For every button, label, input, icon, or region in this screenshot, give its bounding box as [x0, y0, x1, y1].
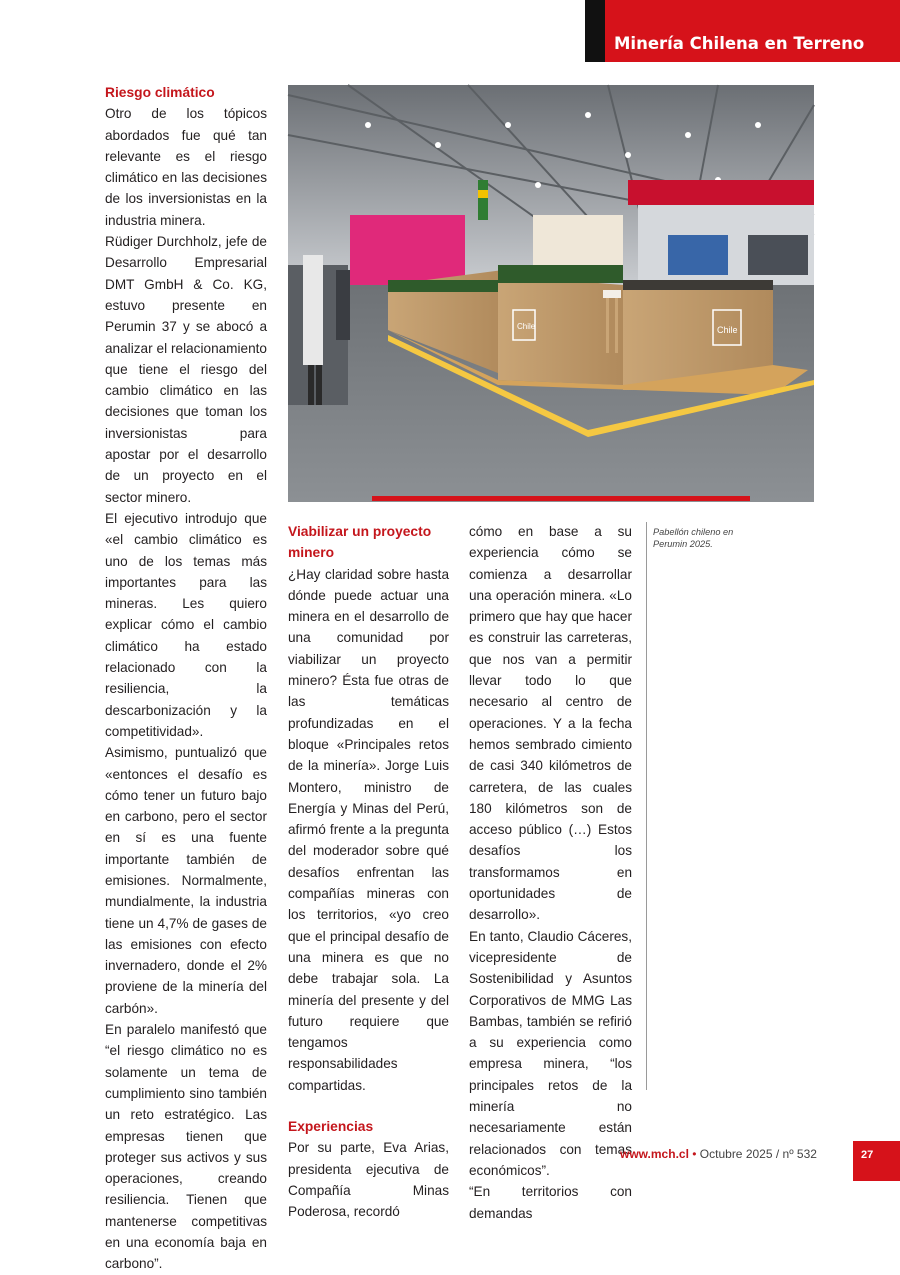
- chile-sign-text: Chile: [717, 325, 738, 335]
- column-1: [105, 82, 267, 1275]
- paragraph: “En territorios con demandas: [469, 1184, 632, 1221]
- footer-separator: •: [692, 1147, 697, 1161]
- pavilion-photo: [288, 85, 814, 502]
- caption-divider: [646, 522, 647, 1090]
- heading-riesgo-climatico: Riesgo climático: [105, 85, 215, 100]
- paragraph: El ejecutivo introdujo que «el cambio climático es uno de los temas más importantes para las mineras. Les quiero explicar cómo el cambio climático ha estado relacionado con la resiliencia, la descarbonización y la competitividad». Asimismo, puntualizó que «entonces el desafío es cómo tener un futuro bajo en carbono, pero el sector en sí es una fuente importante también de emisiones. Normalmente, mundialmente, la industria tiene un 4,7% de gases de las emisiones con efecto invernadero, donde el 2% proviene de la minería del carbón».: [105, 510, 267, 1016]
- chile-sign-text: Chile: [517, 322, 536, 331]
- column-3: [469, 521, 632, 1224]
- paragraph: En tanto, Claudio Cáceres, vicepresidente de Sostenibilidad y Asuntos Corporativos de MMG Las Bambas, también se refirió a su experiencia como empresa minera, “los principales retos de la minería no necesariamente están relacionados con temas económicos”.: [469, 928, 632, 1178]
- footer-issue: Octubre 2025 / nº 532: [699, 1147, 817, 1161]
- column-2: [288, 521, 449, 1223]
- page-number: 27: [853, 1141, 900, 1181]
- paragraph: ¿Hay claridad sobre hasta dónde puede actuar una minera en el desarrollo de una comunidad por viabilizar un proyecto minero? Ésta fue otras de las temáticas profundizadas en el bloque «Principales retos de la minería». Jorge Luis Montero, ministro de Energía y Minas del Perú, afirmó frente a la pregunta del moderador sobre qué desafíos enfrentan las compañías mineras con los territorios, «yo creo que el principal desafío de una minera es que no debe trabajar sola. La minería del presente y del futuro requiere que tengamos responsabilidades compartidas.: [288, 566, 449, 1093]
- paragraph: Rüdiger Durchholz, jefe de Desarrollo Empresarial DMT GmbH & Co. KG, estuvo presente en Perumin 37 y se abocó a analizar el relacionamiento que tiene el riesgo del cambio climático en las decisiones que toman los inversionistas para apostar por el desarrollo de un proyecto en el sector minero.: [105, 234, 267, 505]
- photo-accent-bar: [372, 496, 750, 501]
- paragraph: Otro de los tópicos abordados fue qué tan relevante es el riesgo climático en las decisiones de los inversionistas en la industria minera.: [105, 106, 267, 228]
- paragraph: Por su parte, Eva Arias, presidenta ejecutiva de Compañía Minas Poderosa, recordó: [288, 1140, 449, 1220]
- paragraph: En paralelo manifestó que “el riesgo climático no es solamente un tema de cumplimiento sino también un reto estratégico. Las empresas tienen que proteger sus activos y sus operaciones, creando resiliencia. Tienen que mantenerse competitivas en una economía baja en carbono”.: [105, 1022, 267, 1272]
- footer-site-link[interactable]: www.mch.cl: [620, 1147, 689, 1161]
- photo-caption: Pabellón chileno en Perumin 2025.: [653, 527, 734, 549]
- paragraph: cómo en base a su experiencia cómo se comienza a desarrollar una operación minera. «Lo primero que hay que hacer es construir las carreteras, que nos van a permitir llevar todo lo que necesario al centro de operaciones. Y a la fecha hemos sembrado cimiento de casi 340 kilómetros de carretera, de las cuales 180 kilómetros son de acceso público (…) Estos desafíos los transformamos en oportunidades de desarrollo».: [469, 524, 632, 923]
- footer: [620, 1147, 817, 1161]
- photo-credit: Foto: Gentileza Minería Chilena: [282, 287, 289, 392]
- section-title: Minería Chilena en Terreno: [614, 34, 865, 53]
- heading-experiencias: Experiencias: [288, 1119, 374, 1135]
- heading-viabilizar: Viabilizar un proyecto minero: [288, 524, 432, 561]
- header-black-bar: [585, 0, 605, 62]
